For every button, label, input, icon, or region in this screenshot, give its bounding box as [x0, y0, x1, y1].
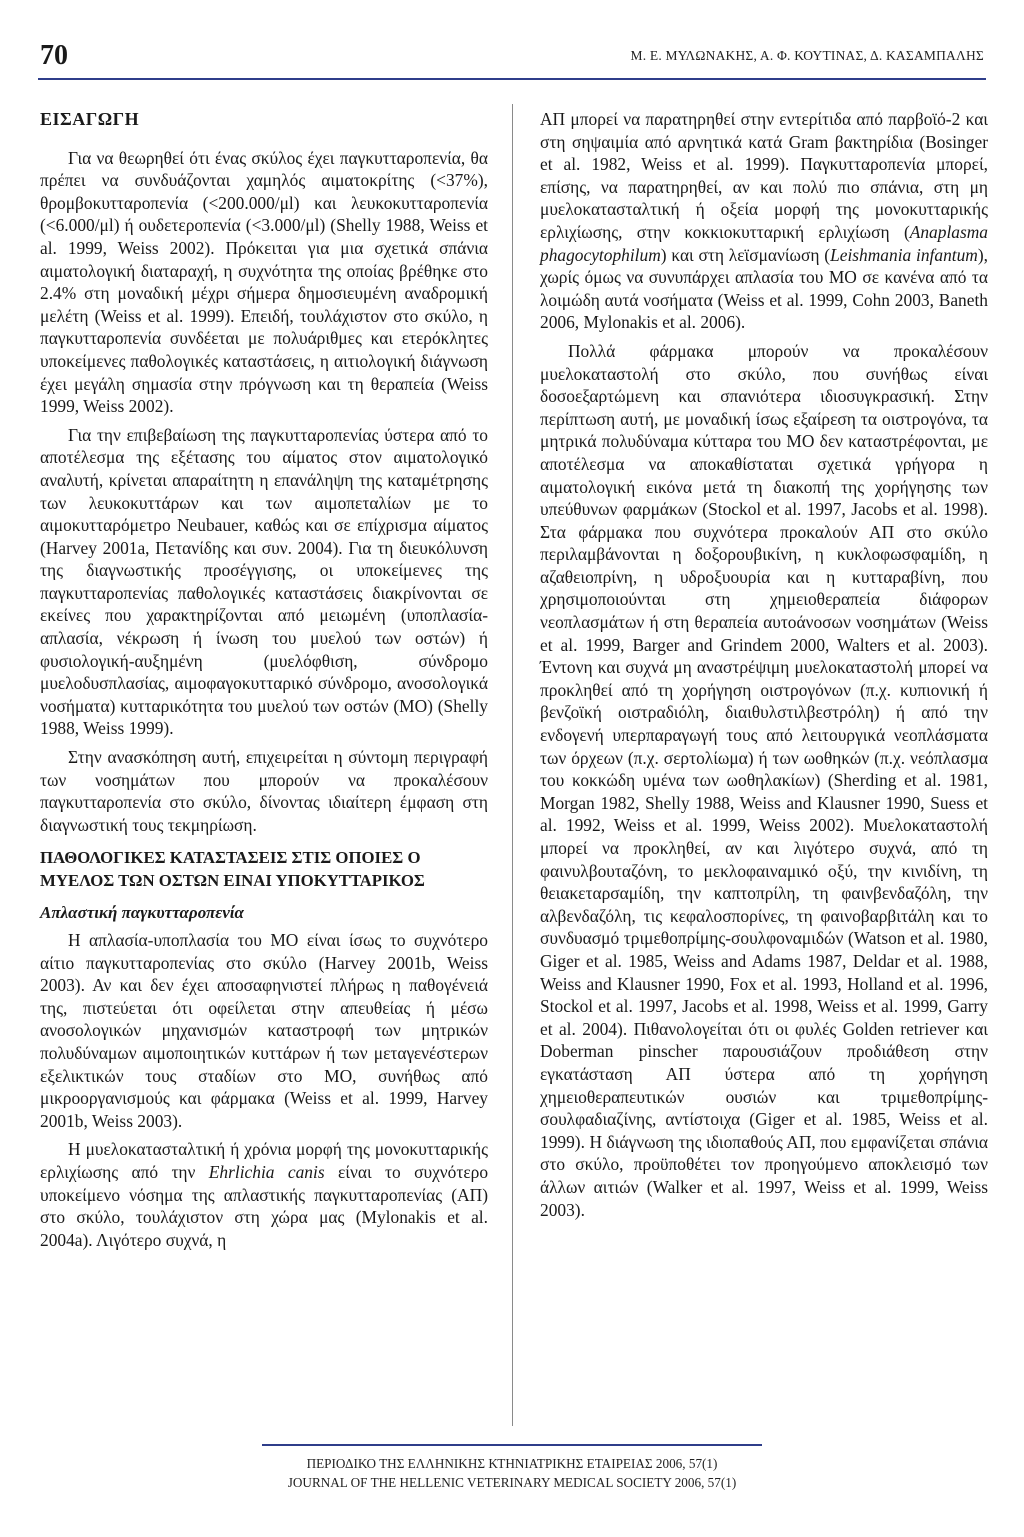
drugs-paragraph: Πολλά φάρμακα μπορούν να προκαλέσουν μυελοκαταστολή στο σκύλο, που συνήθως είναι δοσοεξαρτώμενη και σπανιότερα ιδιοσυγκρασική. Στην περίπτωση αυτή, με μοναδική ίσως εξαίρεση τα οιστρογόνα, τα μητρικά πολυδύναμα κύτταρα του ΜΟ δεν καταστρέφονται, με αποτέλεσμα να αποκαθίσταται σχετικά γρήγορα η αιματολογική εικόνα μετά τη διακοπή της χορήγησης των υπεύθυνων φαρμάκων (Stockol et al. 1997, Jacobs et al. 1998). Στα φάρμακα που συχνότερα προκαλούν ΑΠ στο σκύλο περιλαμβάνονται η δοξορουβικίνη, η κυκλοφωσφαμίδη, η αζαθειοπρίνη, η υδροξυουρία και η κυτταραβίνη, που χρησιμοποιούνται στη χημειοθεραπεία διάφορων νεοπλασμάτων ή στη θεραπεία αυτοάνοσων νοσημάτων (Weiss et al. 1999, Barger and Grindem 2000, Walters et al. 2003). Έντονη και συχνά μη αναστρέψιμη μυελοκαταστολή μπορεί να προκληθεί από τη χορήγηση οιστρογόνων (π.χ. κυπιονική ή βενζοϊκή οιστραδιόλη, διαιθυλστιλβεστρόλη) ή από την ενδογενή υπερπαραγωγή τους από λειτουργικά νεοπλάσματα των όρχεων (π.χ. σερτολίωμα) ή των ωοθηκών (π.χ. νεόπλασμα του κοκκώδη υμένα των ωοθηλακίων) (Sherding et al. 1981, Morgan 1982, Shelly 1988, Weiss and Klausner 1990, Suess et al. 1992, Weiss et al. 1999, Weiss 2002). Μυελοκαταστολή μπορεί να προκληθεί, αν και λιγότερο συχνά, από τη φαινυλβουταζόνη, το μεκλοφαιναμικό οξύ, την κινιδίνη, τη θειακεταρσαμίδη, την καπτοπρίλη, τη φαινβενδαζόλη, την αλβενδαζόλη, τις κεφαλοσπορίνες, τη φαινοβαρβιτάλη και το συνδυασμό τριμεθοπρίμης-σουλφοναμιδών (Watson et al. 1980, Giger et al. 1985, Weiss and Adams 1987, Deldar et al. 1988, Weiss and Klausner 1990, Fox et al. 1993, Holland et al. 1996, Stockol et al. 1997, Jacobs et al. 1998, Weiss et al. 1999, Garry et al. 2004). Πιθανολογείται ότι οι φυλές Golden retriever και Doberman pinscher παρουσιάζουν προδιάθεση στην εγκατάσταση ΑΠ ύστερα από τη χορήγηση χημειοθεραπευτικών ουσιών και τριμεθοπρίμης-σουλφαδιαζίνης, αντίστοιχα (Giger et al. 1985, Weiss et al. 1999). Η διάγνωση της ιδιοπαθούς ΑΠ, που εμφανίζεται σπάνια στο σκύλο, προϋποθέτει τον προηγούμενο αποκλεισμό των άλλων αιτιών (Walker et al. 1997, Weiss et al. 1999, Weiss 2003). [540, 340, 988, 1220]
right-column [540, 108, 988, 1227]
page-number: 70 [40, 40, 68, 71]
footer-line-greek: ΠΕΡΙΟΔΙΚΟ ΤΗΣ ΕΛΛΗΝΙΚΗΣ ΚΤΗΝΙΑΤΡΙΚΗΣ ΕΤΑΙΡΕΙΑΣ 2006, 57(1) [306, 1456, 718, 1471]
aplastic-paragraph-2 [40, 1138, 488, 1251]
left-column [40, 108, 488, 1257]
intro-paragraph-3: Στην ανασκόπηση αυτή, επιχειρείται η σύντομη περιγραφή των νοσημάτων που μπορούν να προκαλέσουν παγκυτταροπενία στο σκύλο, δίνοντας ιδιαίτερη έμφαση στη διαγνωστική τους τεκμηρίωση. [40, 747, 488, 835]
species-name-italic: Anaplasma phagocytophilum [540, 221, 988, 265]
header-rule [38, 78, 986, 80]
text-run: είναι το συχνότερο υποκείμενο νόσημα της απλαστικής παγκυτταροπενίας (ΑΠ) στο σκύλο, τουλάχιστον στη χώρα μας (Mylonakis et al. 2004a). Λιγότερο συχνά, η [40, 1161, 489, 1250]
running-head-authors: Μ. Ε. ΜΥΛΩΝΑΚΗΣ, Α. Φ. ΚΟΥΤΙΝΑΣ, Δ. ΚΑΣΑΜΠΑΛΗΣ [630, 48, 984, 63]
intro-heading: ΕΙΣΑΓΩΓΗ [40, 109, 140, 129]
section-heading: ΠΑΘΟΛΟΓΙΚΕΣ ΚΑΤΑΣΤΑΣΕΙΣ ΣΤΙΣ ΟΠΟΙΕΣ Ο ΜΥΕΛΟΣ ΤΩΝ ΟΣΤΩΝ ΕΙΝΑΙ ΥΠΟΚΥΤΤΑΡΙΚΟΣ [40, 848, 425, 891]
text-run: Η μυελοκατασταλτική ή χρόνια μορφή της μονοκυτταρικής ερλιχίωσης από την [40, 1139, 488, 1182]
text-run: ΑΠ μπορεί να παρατηρηθεί στην εντερίτιδα από παρβοϊό-2 και στη σηψαιμία από αρνητικά κατά Gram βακτηρίδια (Bosinger et al. 1982, Weiss et al. 1999). Παγκυτταροπενία μπορεί, επίσης, να παρατηρηθεί, αν και πολύ πιο σπάνια, στη μη μυελοκατασταλτική ή οξεία μορφή της μονοκυτταρικής ερλιχίωσης, στην κοκκιοκυτταρική ερλιχίωση ( [540, 109, 988, 242]
species-name-italic: Ehrlichia canis [208, 1161, 325, 1182]
aplastic-paragraph-1: Η απλασία-υποπλασία του ΜΟ είναι ίσως το συχνότερο αίτιο παγκυτταροπενίας στο σκύλο (Harvey 2001b, Weiss 2003). Αν και δεν έχει αποσαφηνιστεί πλήρως η παθογένειά της, πιστεύεται ότι οφείλεται στην απευθείας ή μέσω ανοσολογικών μηχανισμών καταστροφή των μητρικών πολυδύναμων αιμοποιητικών κυττάρων ή των μεταγενέστερων εξελικτικών τους σταδίων στο ΜΟ, συνήθως από μικροοργανισμούς και φάρμακα (Weiss et al. 1999, Harvey 2001b, Weiss 2003). [40, 930, 488, 1131]
intro-paragraph-2: Για την επιβεβαίωση της παγκυτταροπενίας ύστερα από το αποτέλεσμα της εξέτασης του αίματος στον αιματολογικό αναλυτή, κρίνεται απαραίτητη η επανάληψη της καταμέτρησης των λευκοκυττάρων και των αιμοπεταλίων με το αιμοκυτταρόμετρο Neubauer, καθώς και σε επίχρισμα αίματος (Harvey 2001a, Πετανίδης και συν. 2004). Για τη διευκόλυνση της διαγνωστικής προσέγγισης, οι υποκείμενες της παγκυτταροπενίας παθολογικές καταστάσεις διακρίνονται σε εκείνες που χαρακτηρίζονται από μειωμένη (υποπλασία-απλασία, νέκρωση ή ίνωση του μυελού των οστών) ή φυσιολογική-αυξημένη (μυελόφθιση, σύνδρομο μυελοδυσπλασίας, αιμοφαγοκυτταρικό σύνδρομο, ανοσολογικά νοσήματα) κυτταρικότητα του μυελού των οστών (ΜΟ) (Shelly 1988, Weiss 1999). [40, 424, 488, 739]
text-run: ), χωρίς όμως να συνυπάρχει απλασία του ΜΟ σε κανένα από τα λοιμώδη αυτά νοσήματα (Weiss et al. 1999, Cohn 2003, Baneth 2006, Mylonakis et al. 2006). [540, 244, 988, 333]
footer-line-english: JOURNAL OF THE HELLENIC VETERINARY MEDICAL SOCIETY 2006, 57(1) [287, 1475, 737, 1490]
journal-footer [262, 1454, 762, 1492]
intro-paragraph-1: Για να θεωρηθεί ότι ένας σκύλος έχει παγκυτταροπενία, θα πρέπει να συνδυάζονται χαμηλός αιματοκρίτης (<37%), θρομβοκυτταροπενία (<200.000/μl) και λευκοκυτταροπενία (<6.000/μl) ή ουδετεροπενία (<3.000/μl) (Shelly 1988, Weiss et al. 1999, Weiss 2002). Πρόκειται για μια σχετικά σπάνια αιματολογική διαταραχή, η συχνότητα της οποίας βρέθηκε στο 2.4% στη μοναδική μέχρι σήμερα δημοσιευμένη αναδρομική μελέτη (Weiss et al. 1999). Επειδή, τουλάχιστον στο σκύλο, η παγκυτταροπενία συνδέεται με πολυάριθμες και ετερόκλητες υποκείμενες παθολογικές καταστάσεις, η αιτιολογική διάγνωση έχει μεγάλη σημασία στην πρόγνωση και τη θεραπεία (Weiss 1999, Weiss 2002). [40, 147, 488, 417]
column-divider [512, 104, 513, 1426]
subsection-heading: Απλαστική παγκυτταροπενία [40, 903, 244, 923]
text-run: ) και στη λεϊσμανίωση ( [660, 244, 831, 265]
footer-rule [262, 1444, 762, 1446]
continued-paragraph [540, 108, 988, 334]
species-name-italic: Leishmania infantum [830, 244, 978, 265]
